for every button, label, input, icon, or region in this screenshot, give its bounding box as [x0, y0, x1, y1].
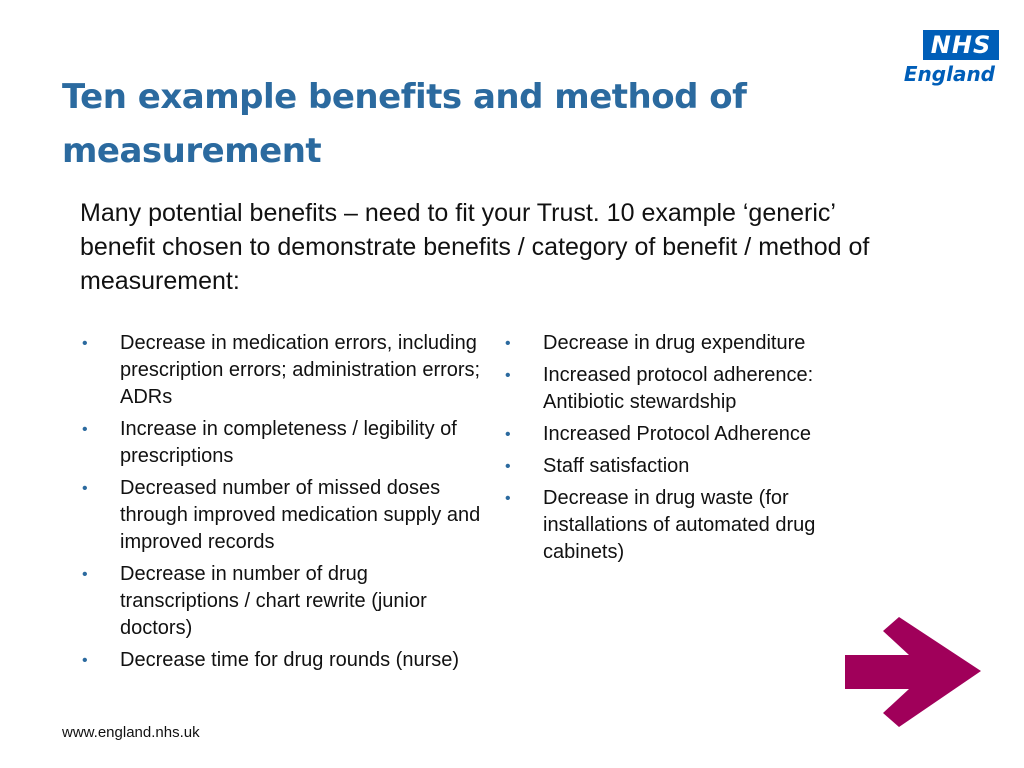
bullet-icon: •: [82, 652, 88, 669]
list-item-text: Decrease in drug waste (for installations of automated drug cabinets): [543, 487, 816, 563]
next-arrow-icon[interactable]: [843, 617, 983, 727]
bullet-icon: •: [82, 566, 88, 583]
bullet-icon: •: [505, 490, 511, 507]
bullet-icon: •: [82, 335, 88, 352]
list-item-text: Staff satisfaction: [543, 455, 690, 477]
intro-text: Many potential benefits – need to fit your Trust. 10 example ‘generic’ benefit chosen to demonstrate benefits / category of benefit / method of measurement:: [80, 199, 870, 295]
bullet-icon: •: [505, 335, 511, 352]
nhs-logo-box: NHS: [923, 30, 999, 60]
bullet-icon: •: [82, 480, 88, 497]
benefits-list-left: [82, 330, 492, 679]
nhs-england-logo: [903, 30, 999, 87]
slide-title: Ten example benefits and method of measurement: [62, 77, 747, 171]
list-item: [505, 362, 875, 416]
list-item-text: Increased Protocol Adherence: [543, 423, 811, 445]
list-item: [505, 421, 875, 448]
bullet-icon: •: [505, 458, 511, 475]
list-item-text: Decrease in number of drug transcriptions / chart rewrite (junior doctors): [120, 563, 427, 639]
list-item: [82, 475, 492, 556]
arrow-shape: [845, 617, 981, 727]
list-item: [82, 330, 492, 411]
benefits-list-right: [505, 330, 875, 571]
footer-url: www.england.nhs.uk: [62, 724, 200, 741]
list-item-text: Decreased number of missed doses through improved medication supply and improved records: [120, 477, 481, 553]
list-item: [505, 330, 875, 357]
list-item: [82, 561, 492, 642]
nhs-logo-region: England: [903, 62, 995, 86]
list-item: [505, 485, 875, 566]
list-item-text: Decrease time for drug rounds (nurse): [120, 649, 460, 671]
bullet-icon: •: [505, 367, 511, 384]
list-item-text: Decrease in drug expenditure: [543, 332, 806, 354]
list-item-text: Increased protocol adherence: Antibiotic stewardship: [543, 364, 814, 413]
list-item: [82, 647, 492, 674]
bullet-icon: •: [82, 421, 88, 438]
list-item: [505, 453, 875, 480]
list-item-text: Increase in completeness / legibility of prescriptions: [120, 418, 457, 467]
list-item: [82, 416, 492, 470]
list-item-text: Decrease in medication errors, including prescription errors; administration errors; ADRs: [120, 332, 481, 408]
bullet-icon: •: [505, 426, 511, 443]
